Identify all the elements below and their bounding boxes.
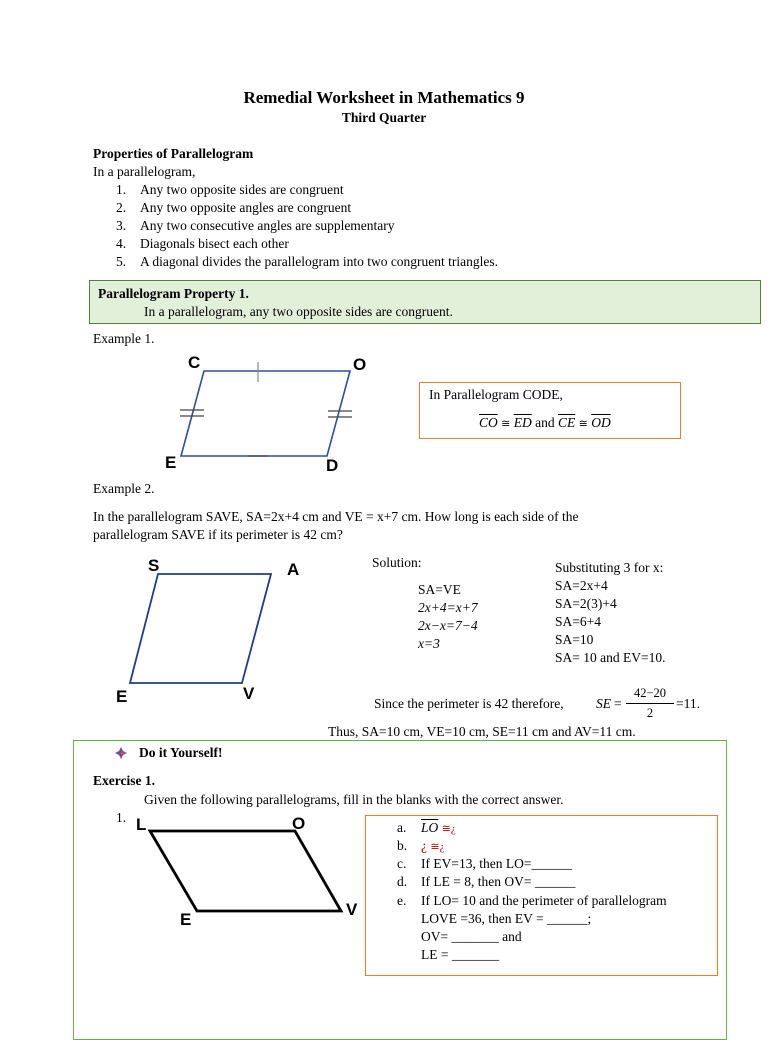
question-d[interactable]: If LE = 8, then OV= ______	[421, 874, 576, 889]
parallelogram-love-shape	[150, 831, 341, 911]
example1-box-line1: In Parallelogram CODE,	[429, 387, 563, 402]
solution-label: Solution:	[372, 555, 422, 570]
segment-od: $\overline{OD}$	[591, 415, 611, 430]
segment-co: $\overline{CO}$	[479, 415, 498, 430]
question-letter: b.	[397, 838, 408, 853]
property-box-title: Parallelogram Property 1.	[98, 286, 249, 301]
example2-problem-line1: In the parallelogram SAVE, SA=2x+4 cm and VE = x+7 cm. How long is each side of the	[93, 509, 579, 524]
fraction-result: =11.	[676, 696, 700, 711]
example2-problem-line2: parallelogram SAVE if its perimeter is 42 cm?	[93, 527, 343, 542]
vertex-label-v: V	[346, 900, 358, 919]
vertex-label-o: O	[353, 355, 367, 374]
example2-conclusion: Thus, SA=10 cm, VE=10 cm, SE=11 cm and AV=11 cm.	[328, 724, 636, 739]
segment-ce: $\overline{CE}$	[557, 415, 576, 430]
list-item: A diagonal divides the parallelogram into two congruent triangles.	[140, 254, 499, 269]
vertex-label-o: O	[292, 814, 306, 833]
properties-heading: Properties of Parallelogram	[93, 146, 254, 161]
exercise-instructions: Given the following parallelograms, fill in the blanks with the correct answer.	[144, 792, 564, 807]
vertex-label-e: E	[116, 687, 128, 706]
congruent-symbol: ≅	[578, 418, 588, 430]
substitution-line: Substituting 3 for x:	[555, 560, 664, 575]
question-letter: c.	[397, 856, 407, 871]
vertex-label-s: S	[148, 556, 160, 575]
list-item: Diagonals bisect each other	[140, 236, 289, 251]
example2-label: Example 2.	[93, 481, 155, 496]
page-subtitle: Third Quarter	[341, 110, 427, 125]
congruent-symbol: ≅	[501, 418, 511, 430]
solution-step: 2x+4=x+7	[418, 600, 478, 615]
se-label: SE	[596, 696, 611, 711]
list-item-number: 1.	[116, 182, 127, 197]
substitution-line: SA=2(3)+4	[555, 596, 617, 611]
vertex-label-e: E	[165, 453, 177, 472]
vertex-label-v: V	[243, 684, 255, 703]
vertex-label-a: A	[287, 560, 300, 579]
question-letter: d.	[397, 874, 408, 889]
question-e-continued[interactable]: LOVE =36, then EV = ______;	[421, 911, 592, 926]
list-item-number: 3.	[116, 218, 127, 233]
properties-intro: In a parallelogram,	[93, 164, 196, 179]
substitution-line: SA=10	[555, 632, 594, 647]
and-text: and	[535, 415, 555, 430]
fraction-denominator: 2	[646, 706, 654, 720]
perimeter-text: Since the perimeter is 42 therefore,	[374, 696, 564, 711]
page-title: Remedial Worksheet in Mathematics 9	[243, 88, 525, 107]
equals-sign: =	[614, 696, 622, 711]
solution-step: 2x−x=7−4	[418, 618, 478, 633]
list-item-number: 4.	[116, 236, 127, 251]
vertex-label-l: L	[136, 815, 147, 834]
fraction-numerator: 42−20	[633, 686, 667, 700]
question-b	[421, 838, 444, 854]
question-e-continued[interactable]: LE = _______	[421, 947, 500, 962]
list-item-number: 5.	[116, 254, 127, 269]
exercise-title: Exercise 1.	[93, 773, 155, 788]
exercise-number: 1.	[116, 810, 127, 825]
answer-blank[interactable]: ¿	[421, 838, 427, 853]
question-c[interactable]: If EV=13, then LO=______	[421, 856, 572, 871]
solution-step: SA=VE	[418, 582, 461, 597]
answer-blank[interactable]: ≅¿	[441, 823, 456, 835]
property-box-body: In a parallelogram, any two opposite sides are congruent.	[144, 304, 453, 319]
list-item-number: 2.	[116, 200, 127, 215]
question-e-continued[interactable]: OV= _______ and	[421, 929, 522, 944]
answer-blank[interactable]: ≅¿	[430, 841, 445, 853]
do-it-yourself: Do it Yourself!	[139, 745, 223, 760]
vertex-label-e: E	[180, 910, 192, 929]
substitution-line: SA= 10 and EV=10.	[555, 650, 666, 665]
example1-label: Example 1.	[93, 331, 155, 346]
list-item: Any two consecutive angles are supplementary	[140, 218, 395, 233]
list-item: Any two opposite angles are congruent	[140, 200, 352, 215]
solution-step: x=3	[418, 636, 440, 651]
segment-ed: $\overline{ED}$	[513, 415, 532, 430]
substitution-line: SA=2x+4	[555, 578, 608, 593]
question-a	[421, 820, 456, 836]
vertex-label-c: C	[188, 353, 201, 372]
question-letter: a.	[397, 820, 407, 835]
vertex-label-d: D	[326, 456, 339, 475]
substitution-line: SA=6+4	[555, 614, 601, 629]
question-letter: e.	[397, 893, 407, 908]
segment-lo: $\overline{LO}$	[421, 820, 439, 835]
list-item: Any two opposite sides are congruent	[140, 182, 344, 197]
question-e[interactable]: If LO= 10 and the perimeter of parallelogram	[421, 893, 667, 908]
